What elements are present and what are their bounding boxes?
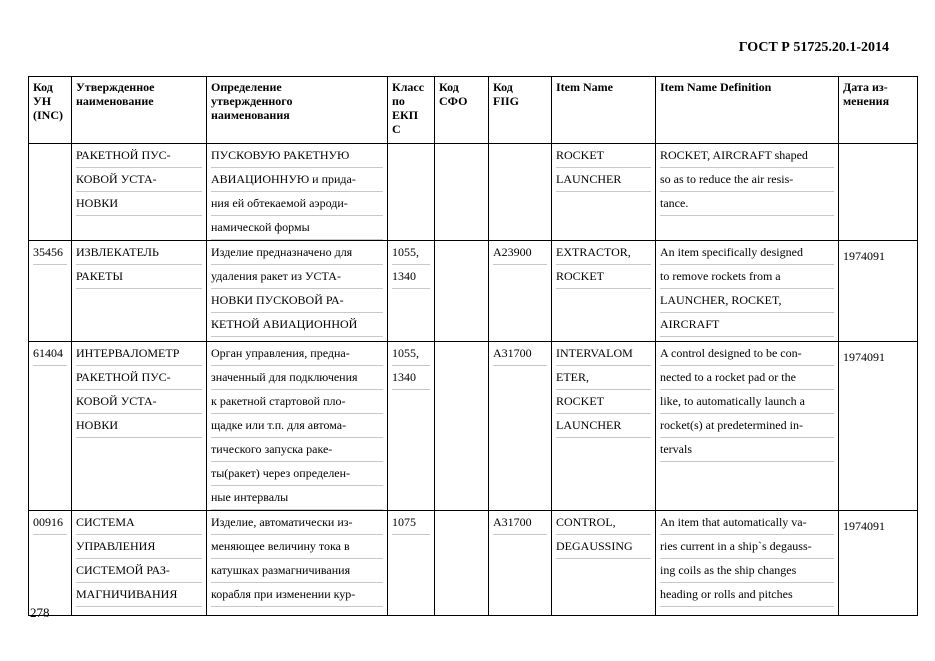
header-line: Код [493, 80, 513, 94]
cell-text-line: 1974091 [843, 350, 885, 364]
cell-text-line: 1055, [392, 342, 430, 366]
fiig-code-cell [489, 511, 552, 616]
cell-text-line: 1340 [392, 265, 430, 289]
cell-text-line: НОВКИ [76, 414, 202, 438]
cell-text-line: CONTROL, [556, 511, 651, 535]
cell-text-line: A23900 [493, 241, 547, 265]
cell-text-line: 1974091 [843, 519, 885, 533]
item-name-definition-cell [656, 511, 839, 616]
document-code: ГОСТ Р 51725.20.1-2014 [738, 40, 889, 55]
item-name-cell [552, 241, 656, 342]
cell-text-line: Орган управления, предна- [211, 342, 383, 366]
cell-text-line: ing coils as the ship changes [660, 559, 834, 583]
cell-text-line: ИНТЕРВАЛОМЕТР [76, 342, 202, 366]
approved-name-cell [72, 144, 207, 241]
inc-cell [29, 342, 72, 511]
cell-text-line: ROCKET [556, 144, 651, 168]
page-number: 278 [30, 605, 50, 620]
header-line: СФО [439, 94, 468, 108]
cell-text-line: катушках размагничивания [211, 559, 383, 583]
cell-text-line: корабля при изменении кур- [211, 583, 383, 607]
cell-text-line: ROCKET, AIRCRAFT shaped [660, 144, 834, 168]
cell-text-line: РАКЕТНОЙ ПУС- [76, 144, 202, 168]
cell-text-line: ries current in a ship`s degauss- [660, 535, 834, 559]
cell-text-line: НОВКИ ПУСКОВОЙ РА- [211, 289, 383, 313]
item-name-cell [552, 342, 656, 511]
cell-text-line: LAUNCHER [556, 168, 651, 192]
header-approved-name [72, 77, 207, 144]
cell-text-line: INTERVALOM [556, 342, 651, 366]
cell-text-line: УПРАВЛЕНИЯ [76, 535, 202, 559]
cell-text-line: A control designed to be con- [660, 342, 834, 366]
sfo-code-cell [435, 241, 489, 342]
cell-text-line: ные интервалы [211, 486, 383, 510]
header-sfo-code [435, 77, 489, 144]
sfo-code-cell [435, 144, 489, 241]
header-line: ЕКП [392, 108, 419, 122]
inc-cell [29, 241, 72, 342]
item-name-definition-cell [656, 144, 839, 241]
item-name-definition-cell [656, 342, 839, 511]
change-date-cell [839, 342, 918, 511]
cell-text-line: ния ей обтекаемой аэроди- [211, 192, 383, 216]
fiig-code-cell [489, 241, 552, 342]
cell-text-line: tance. [660, 192, 834, 216]
cell-text-line: КЕТНОЙ АВИАЦИОННОЙ [211, 313, 383, 337]
header-fiig-code [489, 77, 552, 144]
header-line: Дата из- [843, 80, 888, 94]
cell-text-line: LAUNCHER [556, 414, 651, 438]
cell-text-line: КОВОЙ УСТА- [76, 390, 202, 414]
cell-text-line: СИСТЕМА [76, 511, 202, 535]
header-line: Item Name Definition [660, 80, 772, 94]
header-line: Утвержденное [76, 80, 155, 94]
definition-cell [207, 241, 388, 342]
table-body [29, 144, 918, 616]
header-line: Код [439, 80, 459, 94]
cell-text-line: tervals [660, 438, 834, 462]
header-line: Определение [211, 80, 282, 94]
header-definition [207, 77, 388, 144]
definition-cell [207, 144, 388, 241]
cell-text-line: ROCKET [556, 265, 651, 289]
cell-text-line: 1075 [392, 511, 430, 535]
cell-text-line: ПУСКОВУЮ РАКЕТНУЮ [211, 144, 383, 168]
ekps-class-cell [388, 144, 435, 241]
cell-text-line: DEGAUSSING [556, 535, 651, 559]
header-line: наименование [76, 94, 154, 108]
cell-text-line: тического запуска раке- [211, 438, 383, 462]
cell-text-line: An item that automatically va- [660, 511, 834, 535]
cell-text-line: nected to a rocket pad or the [660, 366, 834, 390]
fiig-code-cell [489, 144, 552, 241]
change-date-cell [839, 144, 918, 241]
table-row [29, 241, 918, 342]
cell-text-line: EXTRACTOR, [556, 241, 651, 265]
definition-cell [207, 342, 388, 511]
table-row [29, 511, 918, 616]
ekps-class-cell [388, 511, 435, 616]
header-item-name-definition [656, 77, 839, 144]
cell-text-line: меняющее величину тока в [211, 535, 383, 559]
header-line: менения [843, 94, 890, 108]
cell-text-line: ROCKET [556, 390, 651, 414]
cell-text-line: to remove rockets from a [660, 265, 834, 289]
cell-text-line: 35456 [33, 241, 67, 265]
cell-text-line: 1055, [392, 241, 430, 265]
cell-text-line: щадке или т.п. для автома- [211, 414, 383, 438]
cell-text-line: намической формы [211, 216, 383, 240]
item-name-definition-cell [656, 241, 839, 342]
change-date-cell [839, 241, 918, 342]
change-date-cell [839, 511, 918, 616]
header-ekps-class [388, 77, 435, 144]
cell-text-line: ИЗВЛЕКАТЕЛЬ [76, 241, 202, 265]
definition-cell [207, 511, 388, 616]
table-row [29, 144, 918, 241]
header-inc [29, 77, 72, 144]
header-line: Класс [392, 80, 425, 94]
cell-text-line: AIRCRAFT [660, 313, 834, 337]
cell-text-line: СИСТЕМОЙ РАЗ- [76, 559, 202, 583]
cell-text-line: 61404 [33, 342, 67, 366]
approved-name-cell [72, 511, 207, 616]
header-line: по [392, 94, 405, 108]
cell-text-line: Изделие, автоматически из- [211, 511, 383, 535]
header-line: Код [33, 80, 53, 94]
header-line: (INC) [33, 108, 63, 122]
cell-text-line: РАКЕТЫ [76, 265, 202, 289]
cell-text-line: 1340 [392, 366, 430, 390]
table-row [29, 342, 918, 511]
cell-text-line: 1974091 [843, 249, 885, 263]
cell-text-line: РАКЕТНОЙ ПУС- [76, 366, 202, 390]
item-name-cell [552, 511, 656, 616]
header-line: УН [33, 94, 52, 108]
ekps-class-cell [388, 241, 435, 342]
cell-text-line: LAUNCHER, ROCKET, [660, 289, 834, 313]
header-item-name [552, 77, 656, 144]
inc-cell [29, 144, 72, 241]
cell-text-line: Изделие предназначено для [211, 241, 383, 265]
inc-cell [29, 511, 72, 616]
cell-text-line: heading or rolls and pitches [660, 583, 834, 607]
cell-text-line: МАГНИЧИВАНИЯ [76, 583, 202, 607]
cell-text-line: rocket(s) at predetermined in- [660, 414, 834, 438]
cell-text-line: КОВОЙ УСТА- [76, 168, 202, 192]
cell-text-line: АВИАЦИОННУЮ и прида- [211, 168, 383, 192]
cell-text-line: значенный для подключения [211, 366, 383, 390]
sfo-code-cell [435, 511, 489, 616]
cell-text-line: 00916 [33, 511, 67, 535]
cell-text-line: к ракетной стартовой пло- [211, 390, 383, 414]
cell-text-line: ты(ракет) через определен- [211, 462, 383, 486]
header-line: С [392, 122, 401, 136]
catalog-table [28, 76, 918, 616]
cell-text-line: so as to reduce the air resis- [660, 168, 834, 192]
cell-text-line: удаления ракет из УСТА- [211, 265, 383, 289]
cell-text-line: like, to automatically launch a [660, 390, 834, 414]
fiig-code-cell [489, 342, 552, 511]
approved-name-cell [72, 241, 207, 342]
header-line: утвержденного [211, 94, 293, 108]
approved-name-cell [72, 342, 207, 511]
cell-text-line: A31700 [493, 342, 547, 366]
ekps-class-cell [388, 342, 435, 511]
header-line: FIIG [493, 94, 520, 108]
header-change-date [839, 77, 918, 144]
cell-text-line: ETER, [556, 366, 651, 390]
item-name-cell [552, 144, 656, 241]
header-line: наименования [211, 108, 290, 122]
table-header-row [29, 77, 918, 144]
cell-text-line: A31700 [493, 511, 547, 535]
cell-text-line: НОВКИ [76, 192, 202, 216]
sfo-code-cell [435, 342, 489, 511]
header-line: Item Name [556, 80, 613, 94]
cell-text-line: An item specifically designed [660, 241, 834, 265]
